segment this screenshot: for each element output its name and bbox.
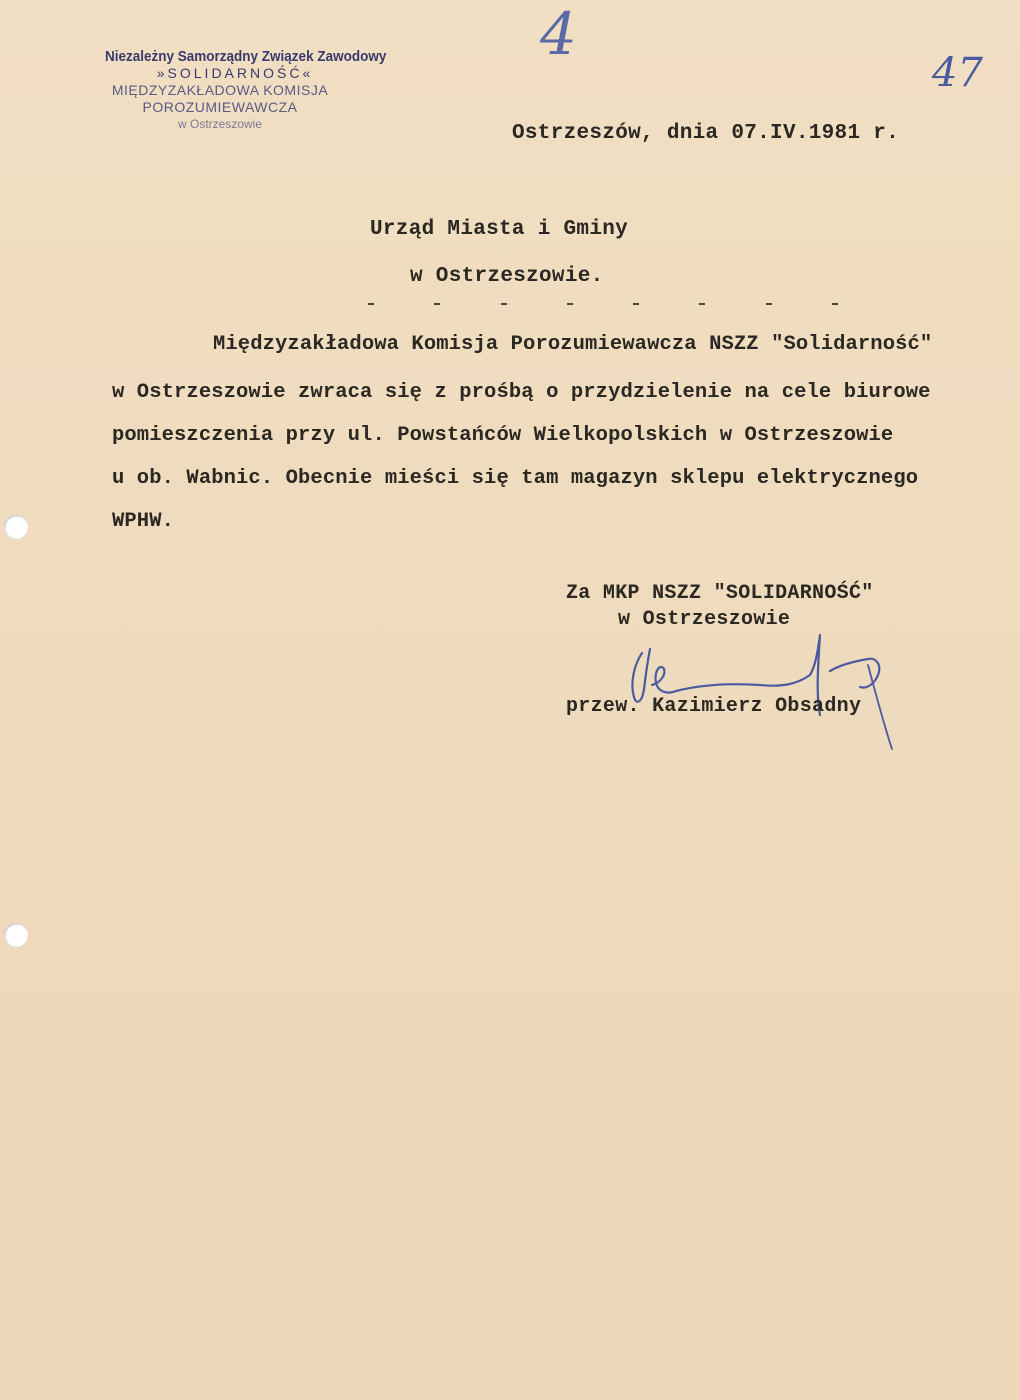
punch-hole-top [4,515,28,539]
stamp-line-4: POROZUMIEWAWCZA [142,99,298,115]
recipient-line-1: Urząd Miasta i Gminy [370,218,629,241]
separator-dashes [368,303,838,305]
body-line-2: w Ostrzeszowie zwraca się z prośbą o przydzielenie na cele biurowe [112,381,931,404]
stamp-line-1: Niezależny Samorządny Związek Zawodowy [105,48,387,65]
handwritten-page-mark: 4 [540,0,577,68]
closing-line-2: w Ostrzeszowie [618,608,791,631]
stamp-line-3: MIĘDZYZAKŁADOWA KOMISJA [111,82,329,98]
organization-stamp [90,48,390,133]
handwritten-folio-number: 47 [932,50,983,96]
closing-line-1: Za MKP NSZZ "SOLIDARNOŚĆ" [566,582,874,605]
stamp-line-5: w Ostrzeszowie [177,117,263,131]
signatory-name: przew. Kazimierz Obsadny [566,695,862,718]
stamp-line-2: »SOLIDARNOŚĆ« [156,65,314,81]
place-and-date: Ostrzeszów, dnia 07.IV.1981 r. [512,122,900,145]
recipient-line-2: w Ostrzeszowie. [410,265,604,288]
body-line-5: WPHW. [112,510,175,533]
punch-hole-bottom [4,923,28,947]
body-line-4: u ob. Wabnic. Obecnie mieści się tam magazyn sklepu elektrycznego [112,467,919,490]
body-line-1: Międzyzakładowa Komisja Porozumiewawcza NSZZ "Solidarność" [213,333,933,356]
body-line-3: pomieszczenia przy ul. Powstańców Wielkopolskich w Ostrzeszowie [112,424,894,447]
